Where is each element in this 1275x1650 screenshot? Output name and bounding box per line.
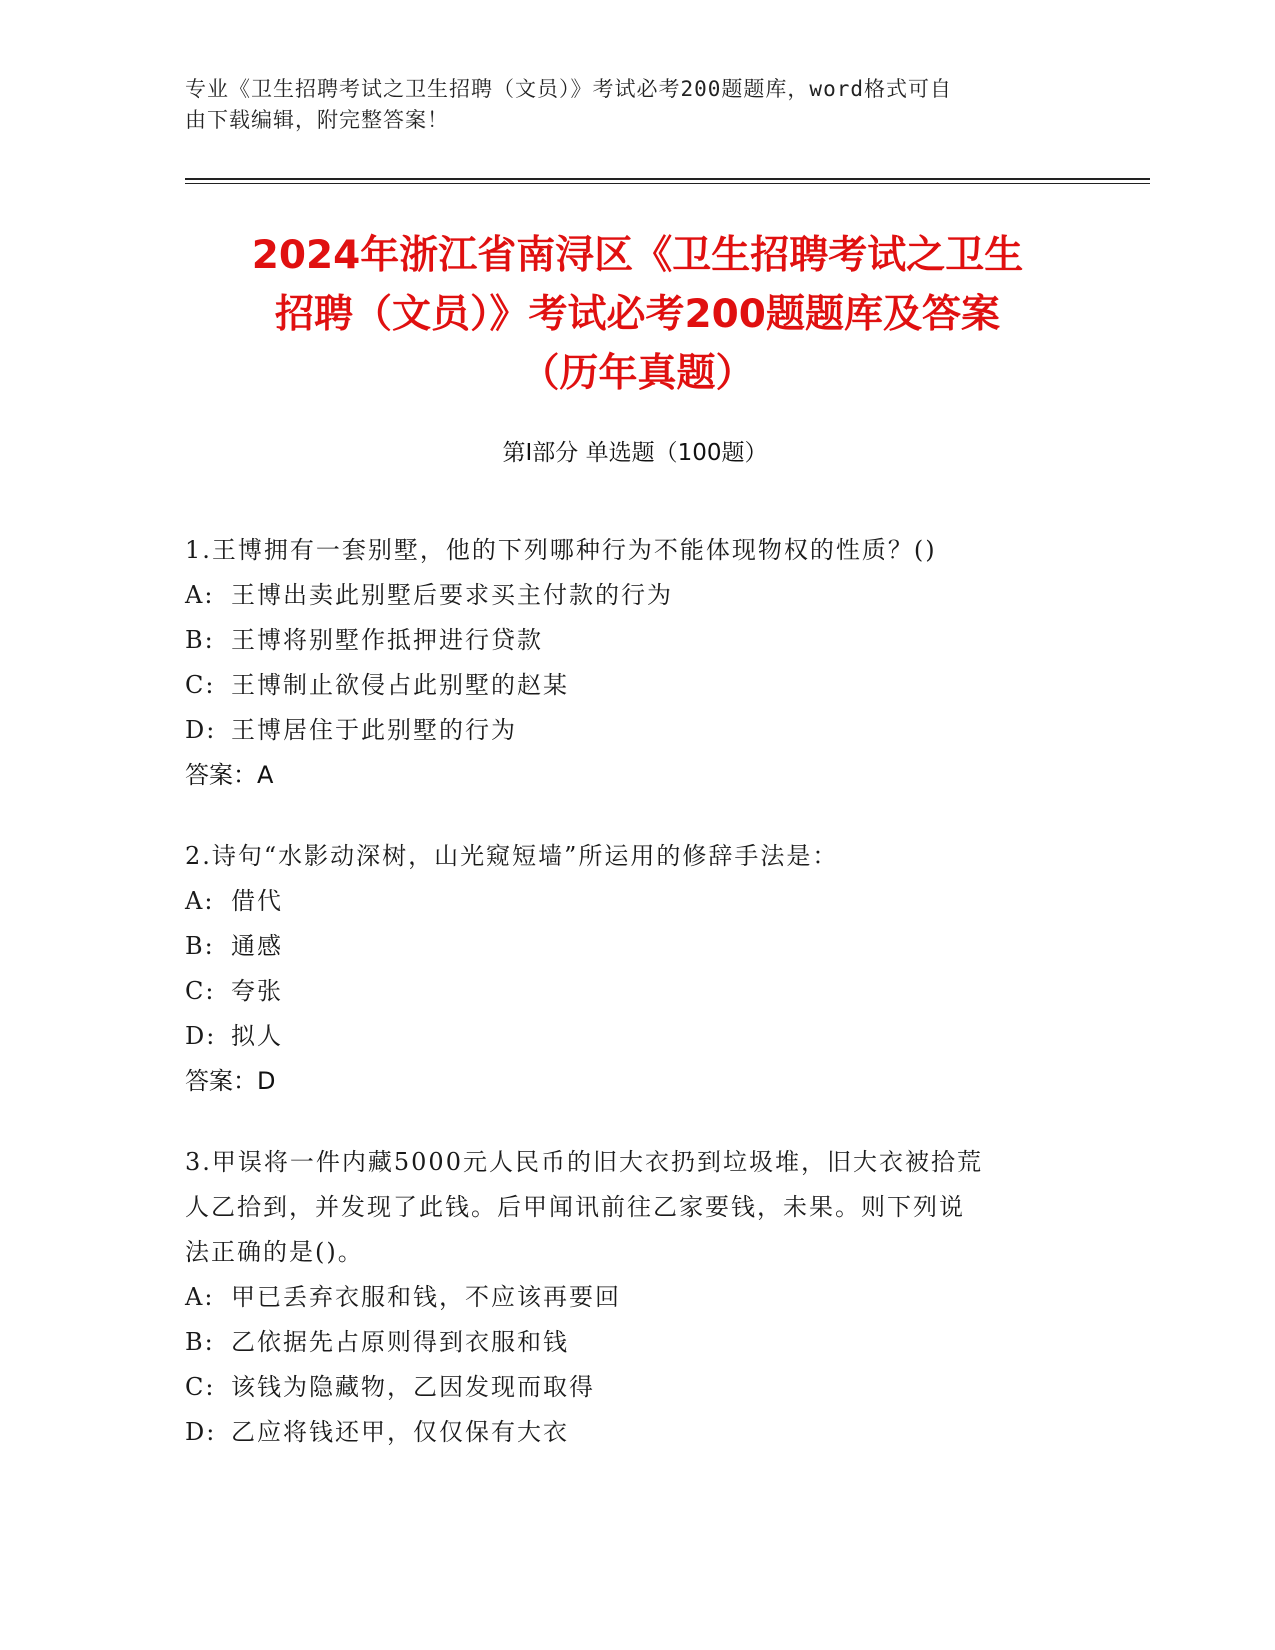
option-key: A: [185, 1283, 215, 1311]
option-b [185, 1320, 1090, 1365]
option-key: C: [185, 671, 216, 699]
header-rule-thick [185, 178, 1150, 180]
answer-line: 答案：A [185, 761, 274, 789]
option-text: 夸张 [231, 977, 283, 1005]
title-line-1: 2024年浙江省南浔区《卫生招聘考试之卫生 [251, 233, 1024, 278]
question-stem: 3.甲误将一件内藏5000元人民币的旧大衣扔到垃圾堆，旧大衣被拾荒 [185, 1148, 983, 1176]
question-stem: 法正确的是()。 [185, 1238, 364, 1266]
option-key: D: [185, 1418, 217, 1446]
option-c [185, 663, 1090, 708]
option-a [185, 1275, 1090, 1320]
title-line-2: 招聘（文员）》考试必考200题题库及答案 [275, 292, 1000, 337]
question-list [185, 528, 1090, 1491]
question-1 [185, 528, 1090, 798]
option-d [185, 708, 1090, 753]
option-key: B: [185, 932, 215, 960]
option-key: C: [185, 1373, 216, 1401]
option-c [185, 1365, 1090, 1410]
intro-line-2: 由下载编辑，附完整答案！ [185, 108, 449, 132]
header-rule-thin [185, 183, 1150, 184]
document-intro [185, 74, 1085, 136]
option-c [185, 969, 1090, 1014]
question-3 [185, 1140, 1090, 1455]
option-b [185, 618, 1090, 663]
option-key: B: [185, 1328, 215, 1356]
intro-line-1: 专业《卫生招聘考试之卫生招聘（文员）》考试必考200题题库，word格式可自 [185, 77, 952, 101]
title-line-3: （历年真题） [520, 351, 755, 396]
document-title [140, 226, 1135, 403]
section-heading: 第Ⅰ部分 单选题（100题） [502, 440, 768, 466]
option-key: B: [185, 626, 215, 654]
option-d [185, 1014, 1090, 1059]
option-key: A: [185, 581, 215, 609]
option-key: A: [185, 887, 215, 915]
option-key: D: [185, 716, 217, 744]
option-text: 乙依据先占原则得到衣服和钱 [231, 1328, 569, 1356]
option-text: 王博将别墅作抵押进行贷款 [231, 626, 543, 654]
option-key: C: [185, 977, 216, 1005]
option-text: 通感 [231, 932, 283, 960]
option-text: 王博出卖此别墅后要求买主付款的行为 [231, 581, 673, 609]
answer-line: 答案：D [185, 1067, 276, 1095]
option-text: 王博制止欲侵占此别墅的赵某 [231, 671, 569, 699]
option-text: 王博居住于此别墅的行为 [231, 716, 517, 744]
option-text: 拟人 [231, 1022, 283, 1050]
question-stem: 人乙拾到，并发现了此钱。后甲闻讯前往乙家要钱，未果。则下列说 [185, 1193, 965, 1221]
option-text: 借代 [231, 887, 283, 915]
question-stem: 2.诗句“水影动深树，山光窥短墙”所运用的修辞手法是： [185, 842, 839, 870]
option-a [185, 573, 1090, 618]
option-a [185, 879, 1090, 924]
option-text: 该钱为隐藏物，乙因发现而取得 [231, 1373, 595, 1401]
option-key: D: [185, 1022, 217, 1050]
option-text: 甲已丢弃衣服和钱，不应该再要回 [231, 1283, 621, 1311]
question-2 [185, 834, 1090, 1104]
option-b [185, 924, 1090, 969]
question-stem: 1.王博拥有一套别墅，他的下列哪种行为不能体现物权的性质？() [185, 536, 937, 564]
option-d [185, 1410, 1090, 1455]
option-text: 乙应将钱还甲，仅仅保有大衣 [231, 1418, 569, 1446]
